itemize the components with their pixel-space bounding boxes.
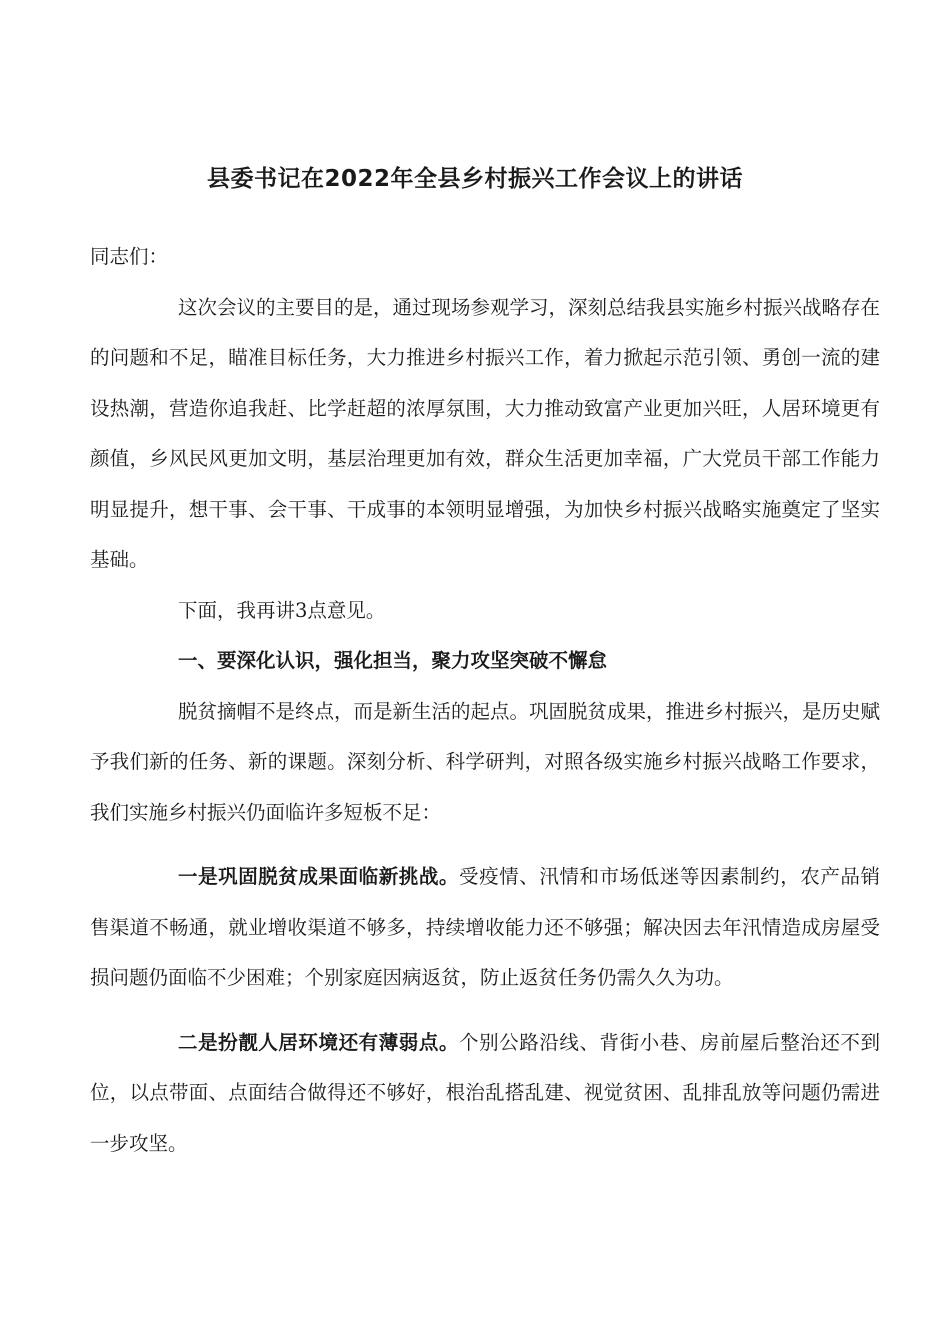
paragraph-points-intro: 下面，我再讲3点意见。 [178,598,386,622]
paragraph-point-2 [90,1018,880,1170]
document-body [90,232,880,1169]
point-2-text: 个别公路沿线、背街小巷、房前屋后整治还不到位，以点带面、点面结合做得还不够好，根治乱搭乱建、视觉贫困、乱排乱放等问题仍需进一步攻坚。 [90,1030,880,1155]
point-1-text: 受疫情、汛情和市场低迷等因素制约，农产品销售渠道不畅通，就业增收渠道不够多，持续增收能力还不够强；解决因去年汛情造成房屋受损问题仍面临不少困难；个别家庭因病返贫，防止返贫任务仍需久久为功。 [90,865,880,989]
document-title: 县委书记在2022年全县乡村振兴工作会议上的讲话 [206,166,743,192]
salutation: 同志们： [90,245,169,268]
section-heading-1: 一、要深化认识，强化担当，聚力攻坚突破不懈怠 [178,649,608,672]
paragraph-gap [90,1004,880,1018]
paragraph-point-1 [90,852,880,1004]
paragraph-gap [90,838,880,852]
paragraph-intro: 这次会议的主要目的是，通过现场参观学习，深刻总结我县实施乡村振兴战略存在的问题和不足，瞄准目标任务，大力推进乡村振兴工作，着力掀起示范引领、勇创一流的建设热潮，营造你追我赶、比学赶超的浓厚氛围，大力推动致富产业更加兴旺，人居环境更有颜值，乡风民风更加文明，基层治理更加有效，群众生活更加幸福，广大党员干部工作能力明显提升，想干事、会干事、干成事的本领明显增强，为加快乡村振兴战略实施奠定了坚实基础。 [90,295,881,571]
paragraph-section1: 脱贫摘帽不是终点，而是新生活的起点。巩固脱贫成果，推进乡村振兴，是历史赋予我们新的任务、新的课题。深刻分析、科学研判，对照各级实施乡村振兴战略工作要求，我们实施乡村振兴仍面临许多短板不足： [90,699,881,824]
point-1-lead: 一是巩固脱贫成果面临新挑战。 [178,865,460,888]
point-2-lead: 二是扮靓人居环境还有薄弱点。 [178,1030,460,1054]
